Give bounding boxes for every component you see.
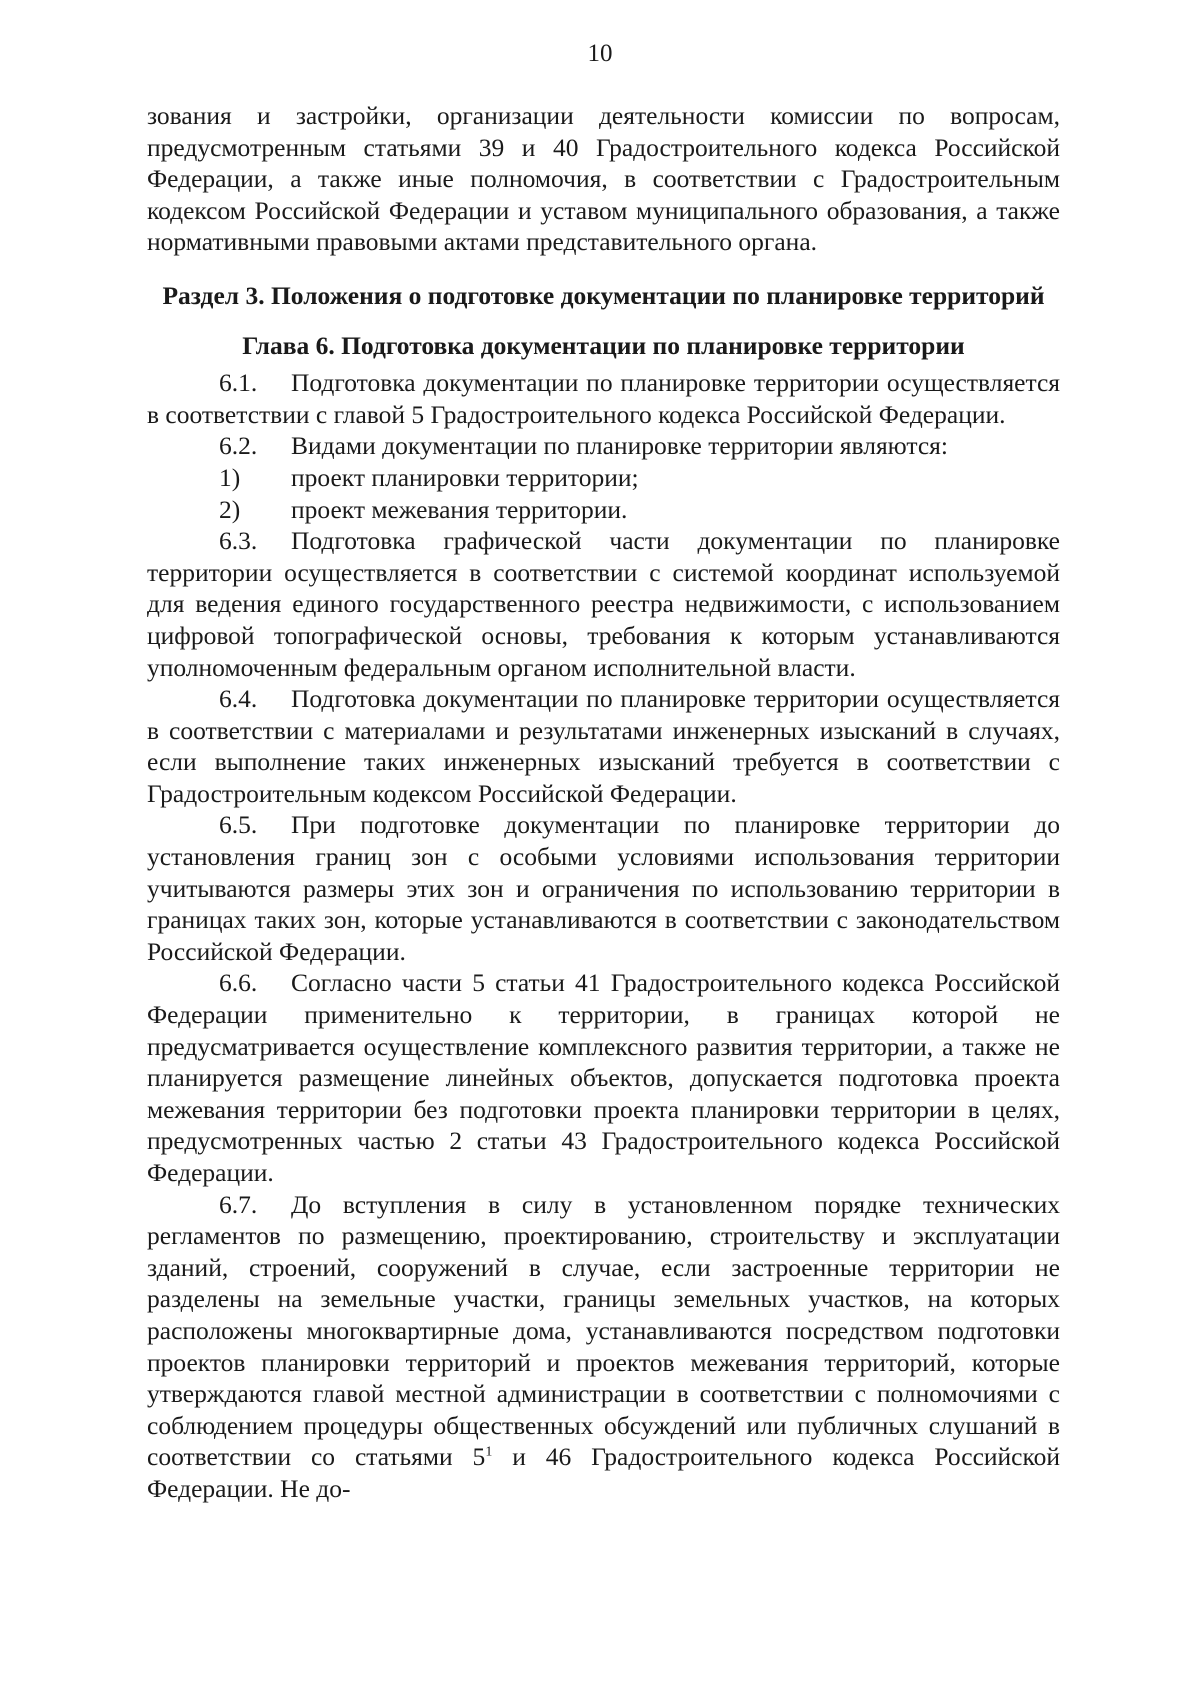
clause-text: Подготовка документации по планировке территории осуществляется в соответствии с материалами и результатами инженерных изысканий в случаях, если выполнение таких инженерных изысканий требуется в соответствии с Градостроительным кодексом Российской Федерации. bbox=[147, 684, 1060, 808]
clause-number: 6.2. bbox=[219, 431, 258, 461]
page-number: 10 bbox=[587, 40, 613, 67]
clause-6-3 bbox=[147, 525, 1060, 683]
clause-number: 6.5. bbox=[219, 810, 258, 840]
list-item-2 bbox=[147, 494, 1060, 526]
chapter-heading: Глава 6. Подготовка документации по планировке территории bbox=[242, 330, 965, 360]
superscript: 1 bbox=[485, 1444, 493, 1460]
list-number: 2) bbox=[219, 494, 241, 524]
list-text: проект межевания территории. bbox=[291, 494, 628, 524]
clause-text-continued: и 46 Градостроительного кодекса Российской Федерации. Не до- bbox=[147, 1442, 1060, 1503]
clause-number: 6.7. bbox=[219, 1189, 258, 1219]
clause-text: Согласно части 5 статьи 41 Градостроительного кодекса Российской Федерации применительно к территории, в границах которой не предусматривается осуществление комплексного развития территории, а также не планируется размещение линейных объектов, допускается подготовка проекта межевания территории без подготовки проекта планировки территории в целях, предусмотренных частью 2 статьи 43 Градостроительного кодекса Российской Федерации. bbox=[147, 968, 1060, 1187]
document-body bbox=[147, 100, 1060, 1505]
clause-number: 6.1. bbox=[219, 368, 258, 398]
clause-6-2 bbox=[147, 430, 1060, 462]
list-text: проект планировки территории; bbox=[291, 462, 639, 492]
clause-6-4 bbox=[147, 683, 1060, 809]
section-heading: Раздел 3. Положения о подготовке документации по планировке территорий bbox=[162, 280, 1045, 310]
clause-text: Подготовка графической части документации по планировке территории осуществляется в соответствии с системой координат используемой для ведения единого государственного реестра недвижимости, с использованием цифровой топографической основы, требования к которым устанавливаются уполномоченным федеральным органом исполнительной власти. bbox=[147, 526, 1060, 682]
intro-paragraph: зования и застройки, организации деятельности комиссии по вопросам, предусмотренным статьями 39 и 40 Градостроительного кодекса Российской Федерации, а также иные полномочия, в соответствии с Градостроительным кодексом Российской Федерации и уставом муниципального образования, а также нормативными правовыми актами представительного органа. bbox=[147, 101, 1060, 257]
clause-number: 6.4. bbox=[219, 684, 258, 714]
clause-6-5 bbox=[147, 809, 1060, 967]
clause-number: 6.3. bbox=[219, 526, 258, 556]
clause-6-1 bbox=[147, 367, 1060, 430]
clause-6-6 bbox=[147, 967, 1060, 1188]
list-item-1 bbox=[147, 462, 1060, 494]
clause-number: 6.6. bbox=[219, 968, 258, 998]
clause-6-7 bbox=[147, 1189, 1060, 1505]
clause-text: Видами документации по планировке территории являются: bbox=[291, 431, 948, 461]
clause-text: При подготовке документации по планировке территории до установления границ зон с особыми условиями использования территории учитываются размеры этих зон и ограничения по использованию территории в границах таких зон, которые устанавливаются в соответствии с законодательством Российской Федерации. bbox=[147, 810, 1060, 966]
clause-text: До вступления в силу в установленном порядке технических регламентов по размещению, проектированию, строительству и эксплуатации зданий, строений, сооружений в случае, если застроенные территории не разделены на земельные участки, границы земельных участков, на которых расположены многоквартирные дома, устанавливаются посредством подготовки проектов планировки территорий и проектов межевания территорий, которые утверждаются главой местной администрации в соответствии с полномочиями с соблюдением процедуры общественных обсуждений или публичных слушаний в соответствии со статьями 5 bbox=[147, 1189, 1060, 1472]
list-number: 1) bbox=[219, 462, 241, 492]
clause-text: Подготовка документации по планировке территории осуществляется в соответствии с главой 5 Градостроительного кодекса Российской Федерации. bbox=[147, 368, 1060, 429]
